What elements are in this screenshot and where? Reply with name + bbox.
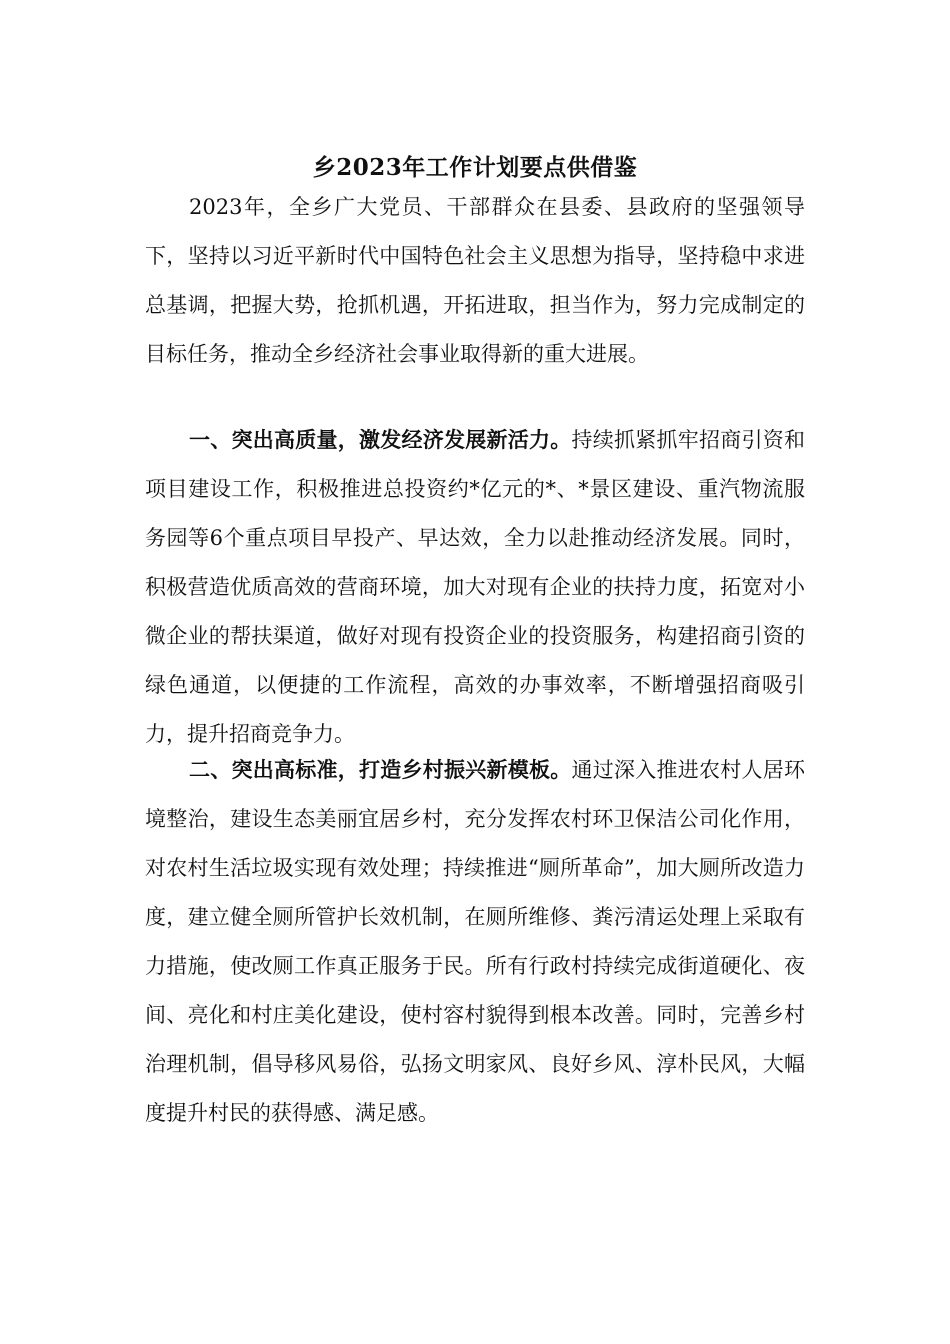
section-one-heading: 一、突出高质量，激发经济发展新活力。 bbox=[189, 427, 572, 452]
paragraph-text: 2023年，全乡广大党员、干部群众在县委、县政府的坚强领导下，坚持以习近平新时代中国特色社会主义思想为指导，坚持稳中求进总基调，把握大势，抢抓机遇，开拓进取，担当作为，努力完成制定的目标任务，推动全乡经济社会事业取得新的重大进展。 bbox=[145, 195, 805, 366]
intro-paragraph bbox=[145, 182, 805, 379]
section-two-text: 通过深入推进农村人居环境整治，建设生态美丽宜居乡村，充分发挥农村环卫保洁公司化作用，对农村生活垃圾实现有效处理；持续推进“厕所革命”，加大厕所改造力度，建立健全厕所管护长效机制，在厕所维修、粪污清运处理上采取有力措施，使改厕工作真正服务于民。所有行政村持续完成街道硬化、夜间、亮化和村庄美化建设，使村容村貌得到根本改善。同时，完善乡村治理机制，倡导移风易俗，弘扬文明家风、良好乡风、淳朴民风，大幅度提升村民的获得感、满足感。 bbox=[145, 758, 805, 1125]
section-one-paragraph bbox=[145, 415, 805, 759]
document-title: 乡2023年工作计划要点供借鉴 bbox=[312, 154, 638, 181]
section-one-text: 持续抓紧抓牢招商引资和项目建设工作，积极推进总投资约*亿元的*、*景区建设、重汽物流服务园等6个重点项目早投产、早达效，全力以赴推动经济发展。同时，积极营造优质高效的营商环境，加大对现有企业的扶持力度，拓宽对小微企业的帮扶渠道，做好对现有投资企业的投资服务，构建招商引资的绿色通道，以便捷的工作流程，高效的办事效率，不断增强招商吸引力，提升招商竞争力。 bbox=[145, 428, 805, 746]
section-two-paragraph bbox=[145, 745, 805, 1138]
section-two-heading: 二、突出高标准，打造乡村振兴新模板。 bbox=[189, 757, 572, 782]
